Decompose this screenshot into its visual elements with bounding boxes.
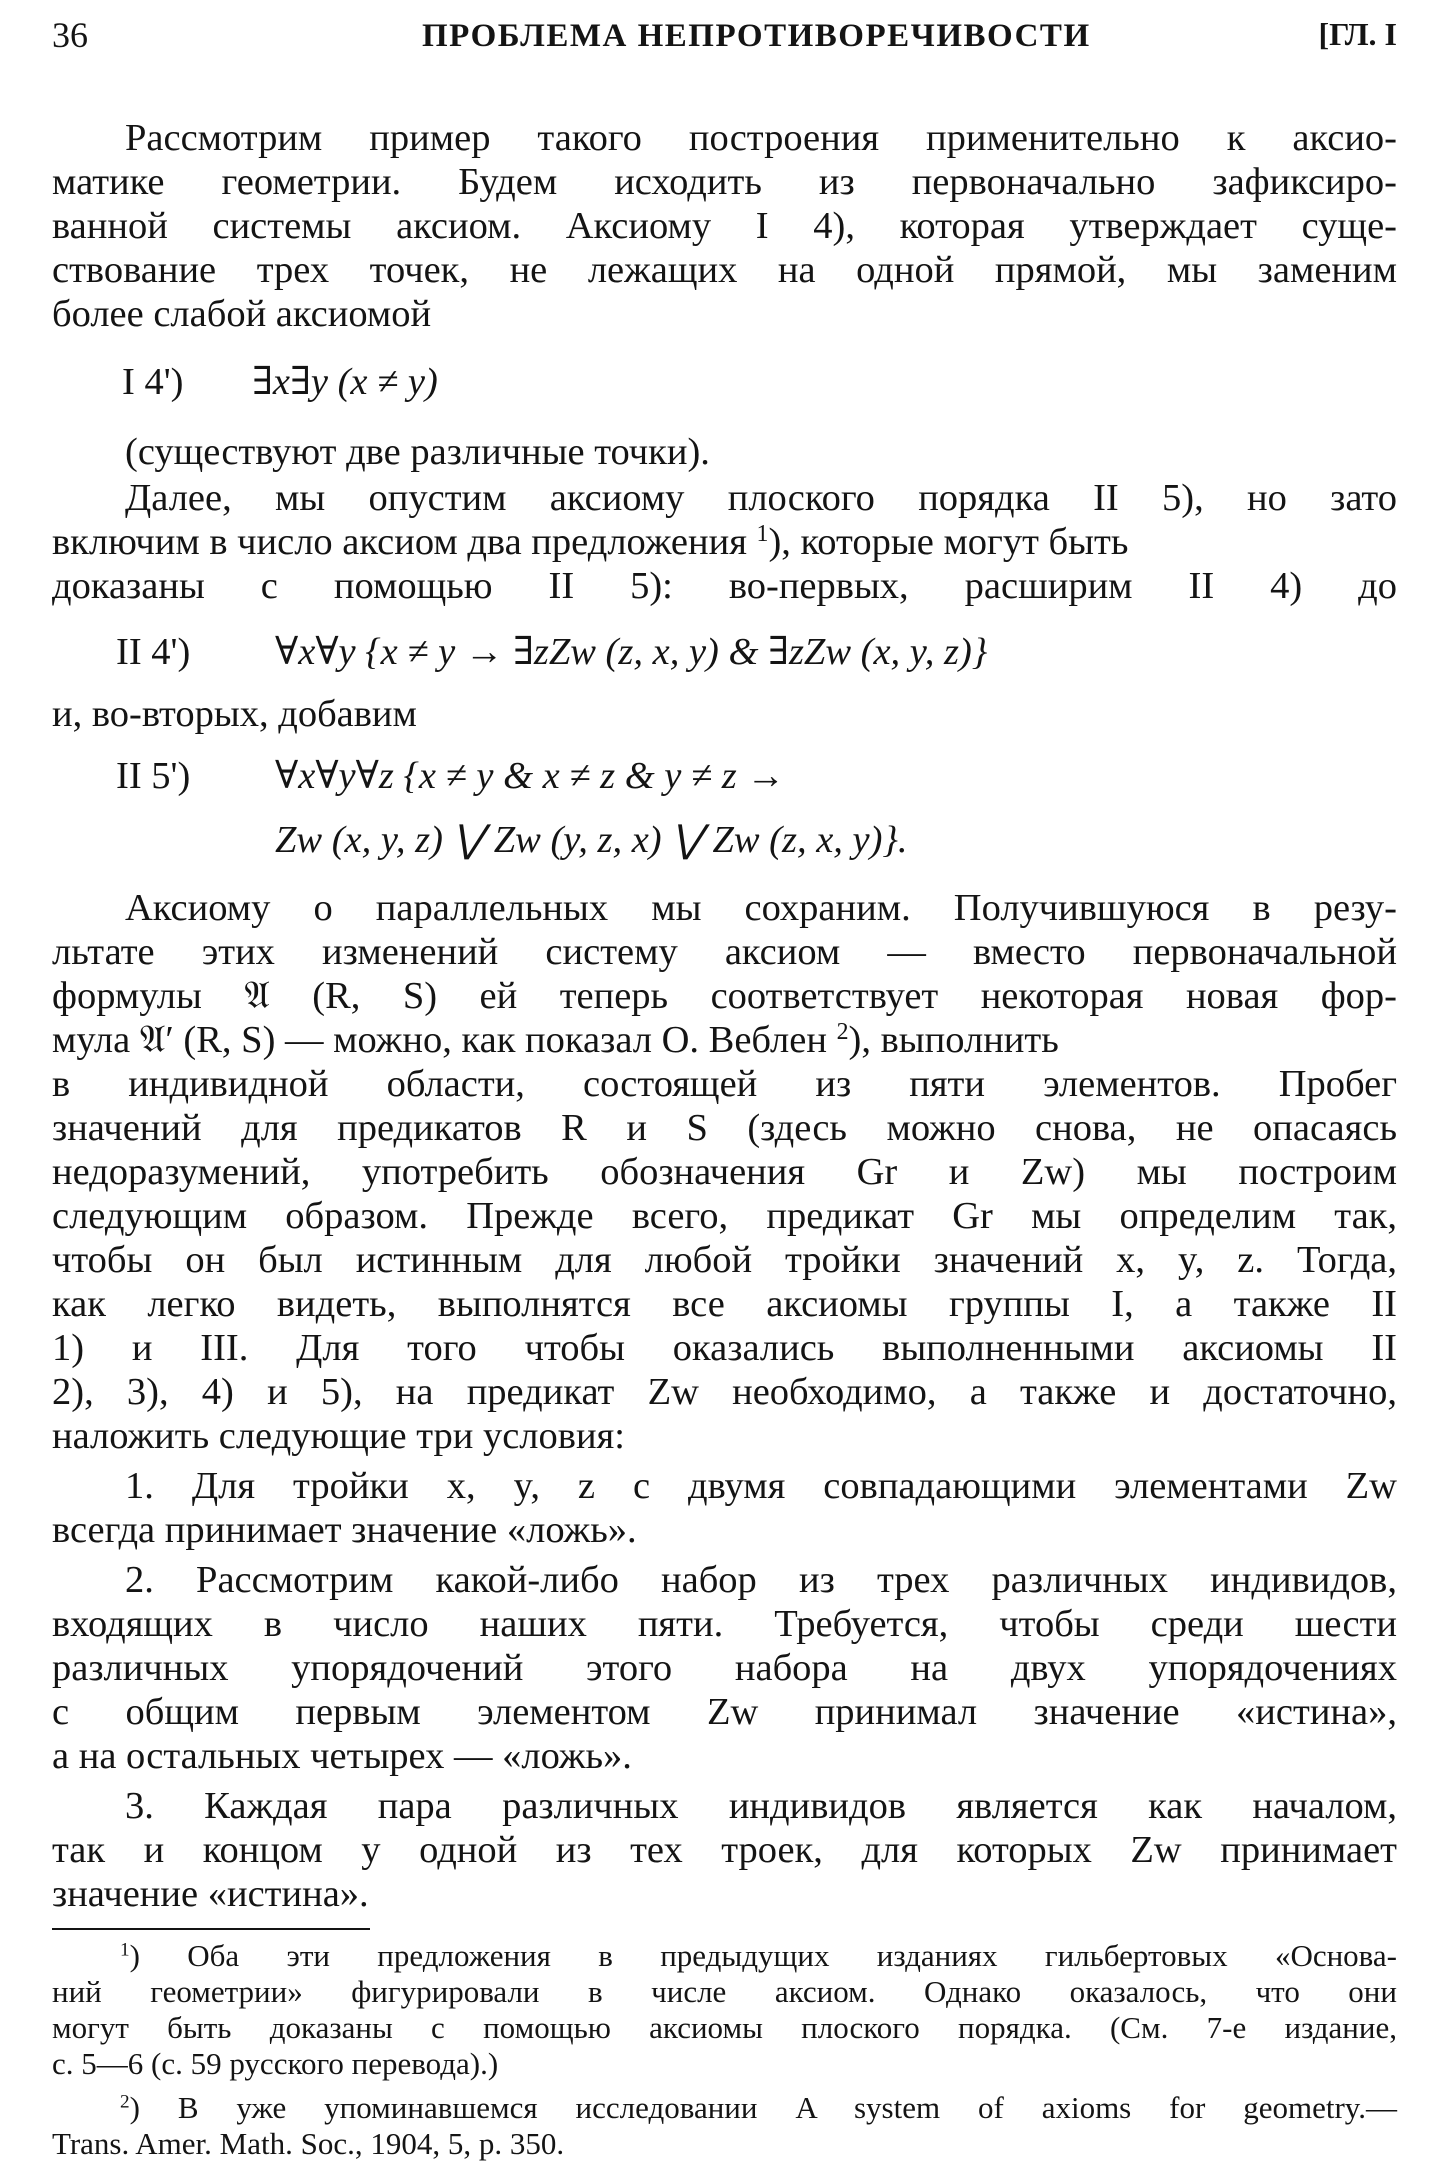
text-segment: включим в число аксиом два предложения (52, 521, 747, 563)
footnote-ref[interactable]: 1 (756, 520, 769, 547)
footnote-number: 2 (120, 2091, 130, 2113)
footnote-text: ) Оба эти предложения в предыдущих изданиях гильбертовых «Основа- (129, 1938, 1397, 1973)
axiom-formula: ∃x∃y (x ≠ y) (252, 361, 438, 403)
footnote-divider (52, 1928, 370, 1930)
text-line (52, 1018, 1397, 1062)
footnote-line: могут быть доказаны с помощью аксиомы плоского порядка. (См. 7-е издание, (52, 2010, 1397, 2045)
text-line: доказаны с помощью II 5): во-первых, расширим II 4) до (52, 565, 1397, 607)
text-line: как легко видеть, выполнятся все аксиомы группы I, а также II (52, 1283, 1397, 1325)
list-item-line: 1. Для тройки x, y, z с двумя совпадающими элементами Zw (125, 1465, 1397, 1507)
footnote-text: ) В уже упоминавшемся исследовании A system of axioms for geometry.— (129, 2090, 1397, 2125)
axiom-formula-line: ∀x∀y∀z {x ≠ y & x ≠ z & y ≠ z → (275, 755, 785, 797)
text-line: Рассмотрим пример такого построения применительно к аксио- (125, 117, 1397, 159)
text-line: ствование трех точек, не лежащих на одной прямой, мы заменим (52, 249, 1397, 291)
list-item-line: 2. Рассмотрим какой-либо набор из трех различных индивидов, (125, 1559, 1397, 1601)
text-line: льтате этих изменений систему аксиом — вместо первоначальной (52, 931, 1397, 973)
list-item-line: всегда принимает значение «ложь». (52, 1509, 637, 1551)
list-item-line: так и концом у одной из тех троек, для которых Zw принимает (52, 1829, 1397, 1871)
list-item-line: с общим первым элементом Zw принимал значение «истина», (52, 1691, 1397, 1733)
footnote-number: 1 (120, 1939, 130, 1961)
text-line: чтобы он был истинным для любой тройки значений x, y, z. Тогда, (52, 1239, 1397, 1281)
list-item-line: различных упорядочений этого набора на двух упорядочениях (52, 1647, 1397, 1689)
text-line: Далее, мы опустим аксиому плоского порядка II 5), но зато (125, 477, 1397, 519)
text-line (52, 520, 1397, 564)
running-title: ПРОБЛЕМА НЕПРОТИВОРЕЧИВОСТИ (422, 18, 1091, 54)
footnote-ref[interactable]: 2 (836, 1018, 849, 1045)
axiom-label: I 4') (122, 361, 184, 403)
text-line: значений для предикатов R и S (здесь можно снова, не опасаясь (52, 1107, 1397, 1149)
text-line: формулы 𝔄 (R, S) ей теперь соответствует некоторая новая фор- (52, 975, 1397, 1017)
footnote-line: ний геометрии» фигурировали в числе аксиом. Однако оказалось, что они (52, 1974, 1397, 2009)
text-line: ванной системы аксиом. Аксиому I 4), которая утверждает суще- (52, 205, 1397, 247)
page-header (52, 14, 1397, 58)
text-segment: ), выполнить (848, 1019, 1059, 1061)
text-line: и, во-вторых, добавим (52, 693, 417, 735)
list-item-line: 3. Каждая пара различных индивидов является как началом, (125, 1785, 1397, 1827)
list-item-line: значение «истина». (52, 1873, 369, 1915)
list-item-line: а на остальных четырех — «ложь». (52, 1735, 632, 1777)
text-segment: мула 𝔄′ (R, S) — можно, как показал О. Веблен (52, 1019, 827, 1061)
text-line: более слабой аксиомой (52, 293, 432, 335)
text-line: (существуют две различные точки). (125, 431, 710, 473)
footnote-line: Trans. Amer. Math. Soc., 1904, 5, p. 350. (52, 2126, 565, 2161)
text-line: 2), 3), 4) и 5), на предикат Zw необходимо, а также и достаточно, (52, 1371, 1397, 1413)
text-segment: ), которые могут быть (768, 521, 1129, 563)
page-number: 36 (52, 15, 88, 55)
axiom-label: II 5') (116, 755, 191, 797)
text-line: наложить следующие три условия: (52, 1415, 625, 1457)
text-line: следующим образом. Прежде всего, предикат Gr мы определим так, (52, 1195, 1397, 1237)
text-line: недоразумений, употребить обозначения Gr и Zw) мы построим (52, 1151, 1397, 1193)
axiom-formula-line: Zw (x, y, z) ⋁ Zw (y, z, x) ⋁ Zw (z, x, y)}. (275, 819, 908, 861)
text-line: матике геометрии. Будем исходить из первоначально зафиксиро- (52, 161, 1397, 203)
chapter-label: [ГЛ. I (1318, 16, 1397, 52)
text-line: 1) и III. Для того чтобы оказались выполненными аксиомы II (52, 1327, 1397, 1369)
footnote-line (120, 1938, 1397, 1974)
axiom-label: II 4') (116, 631, 191, 673)
footnote-line: с. 5—6 (с. 59 русского перевода).) (52, 2046, 499, 2081)
list-item-line: входящих в число наших пяти. Требуется, чтобы среди шести (52, 1603, 1397, 1645)
footnote-line (120, 2090, 1397, 2126)
axiom-formula: ∀x∀y {x ≠ y → ∃zZw (z, x, y) & ∃zZw (x, y, z)} (275, 631, 988, 673)
text-line: в индивидной области, состоящей из пяти элементов. Пробег (52, 1063, 1397, 1105)
text-line: Аксиому о параллельных мы сохраним. Получившуюся в резу- (125, 887, 1397, 929)
